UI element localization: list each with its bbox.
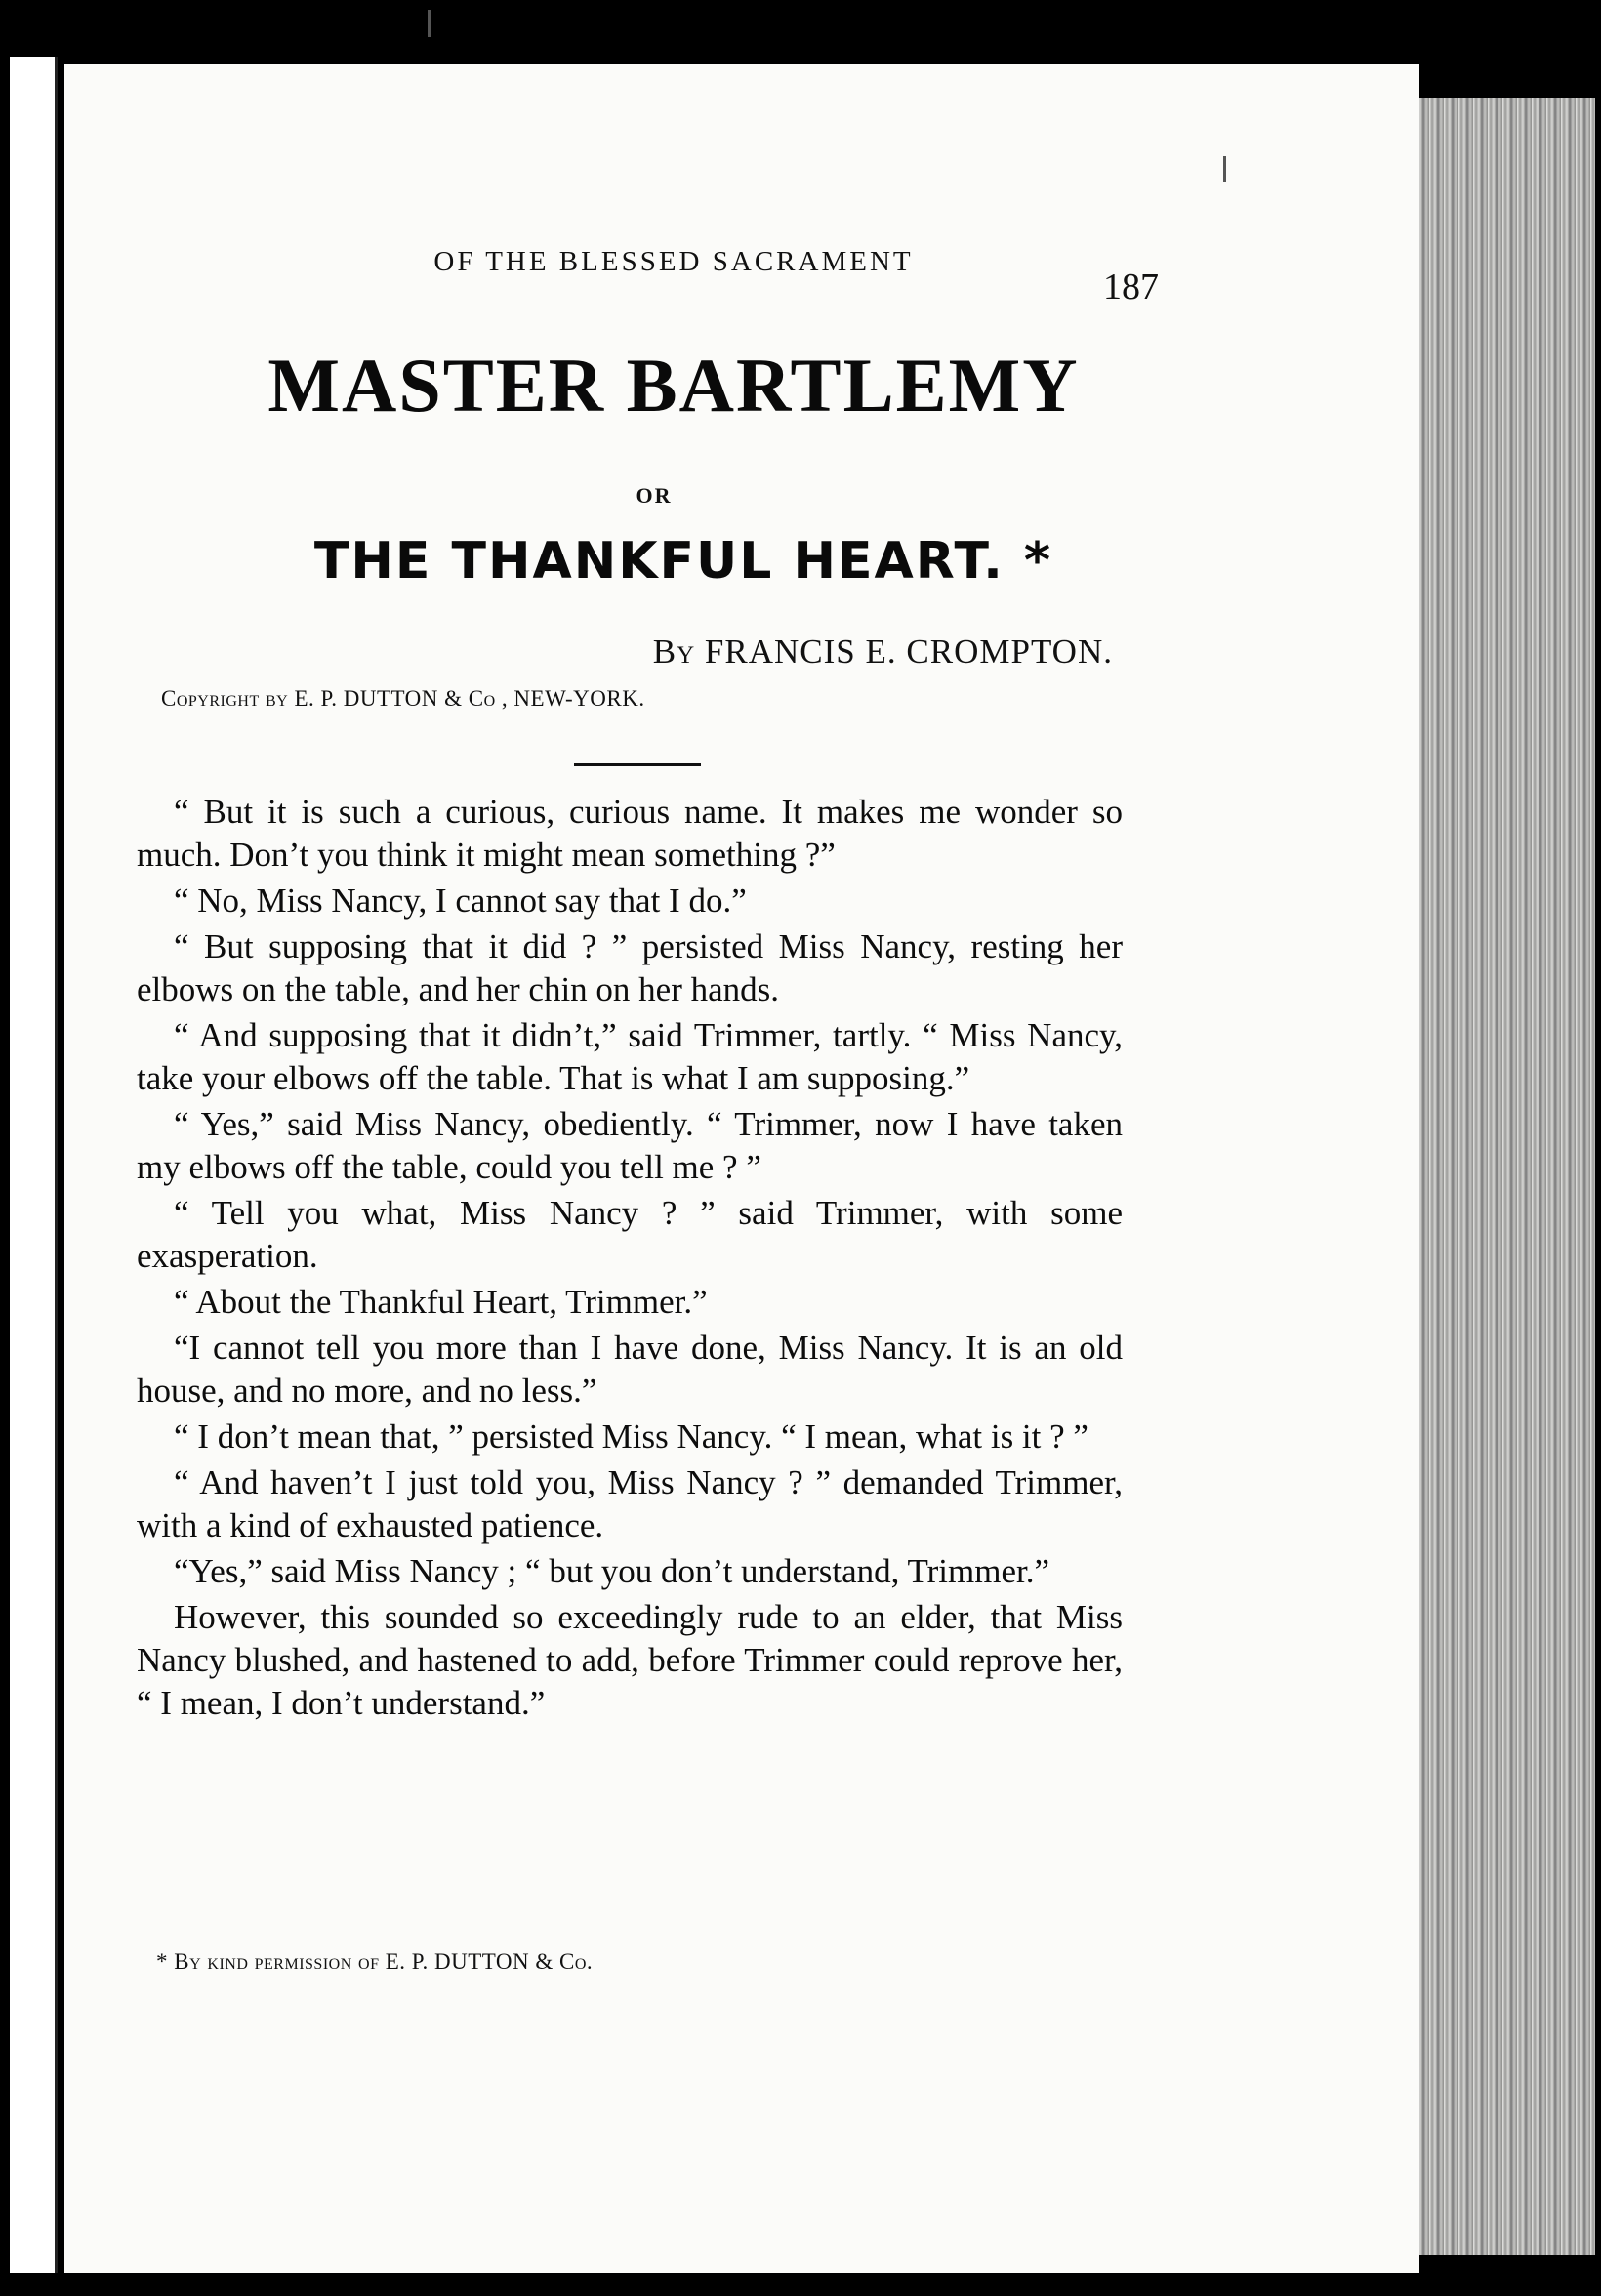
author-byline: By FRANCIS E. CROMPTON.: [652, 633, 1113, 671]
page-number: 187: [1103, 266, 1159, 308]
paragraph: “ But it is such a curious, curious name. It makes me wonder so much. Don’t you think it might mean something ?”: [137, 793, 1123, 874]
scan-speck: [1223, 156, 1226, 182]
paragraph: “ Tell you what, Miss Nancy ? ” said Trimmer, with some exasperation.: [137, 1194, 1123, 1275]
paragraph: “ But supposing that it did ? ” persisted Miss Nancy, resting her elbows on the table, and her chin on her hands.: [137, 927, 1123, 1008]
paragraph: “ Yes,” said Miss Nancy, obediently. “ Trimmer, now I have taken my elbows off the table, could you tell me ? ”: [137, 1105, 1123, 1186]
paragraph: “ And supposing that it didn’t,” said Trimmer, tartly. “ Miss Nancy, take your elbows off the table. That is what I am supposing.”: [137, 1016, 1123, 1097]
book-page-edges: [1396, 98, 1595, 2255]
footnote: * By kind permission of E. P. DUTTON & Co.: [156, 1949, 594, 1974]
facing-page-edge: [10, 57, 58, 2273]
paragraph: “ I don’t mean that, ” persisted Miss Nancy. “ I mean, what is it ? ”: [174, 1417, 1088, 1456]
paragraph: “ And haven’t I just told you, Miss Nancy ? ” demanded Trimmer, with a kind of exhausted patience.: [137, 1463, 1123, 1544]
paragraph: However, this sounded so exceedingly rude to an elder, that Miss Nancy blushed, and hastened to add, before Trimmer could reprove her, “ I mean, I don’t understand.”: [137, 1598, 1123, 1722]
paragraph: “Yes,” said Miss Nancy ; “ but you don’t understand, Trimmer.”: [174, 1552, 1049, 1590]
story-title: MASTER BARTLEMY: [267, 343, 1080, 428]
section-rule: [574, 763, 701, 766]
paragraph: “I cannot tell you more than I have done, Miss Nancy. It is an old house, and no more, and no less.”: [137, 1329, 1123, 1410]
running-head: OF THE BLESSED SACRAMENT: [433, 246, 914, 277]
title-conjunction: OR: [636, 483, 673, 508]
story-body: [137, 791, 1123, 1728]
scan-speck: [428, 10, 431, 37]
paragraph: “ No, Miss Nancy, I cannot say that I do.”: [174, 882, 747, 920]
story-subtitle: THE THANKFUL HEART. *: [313, 532, 1053, 591]
paragraph: “ About the Thankful Heart, Trimmer.”: [174, 1283, 708, 1321]
copyright-line: Copyright by E. P. DUTTON & Co , NEW-YORK.: [161, 686, 645, 711]
